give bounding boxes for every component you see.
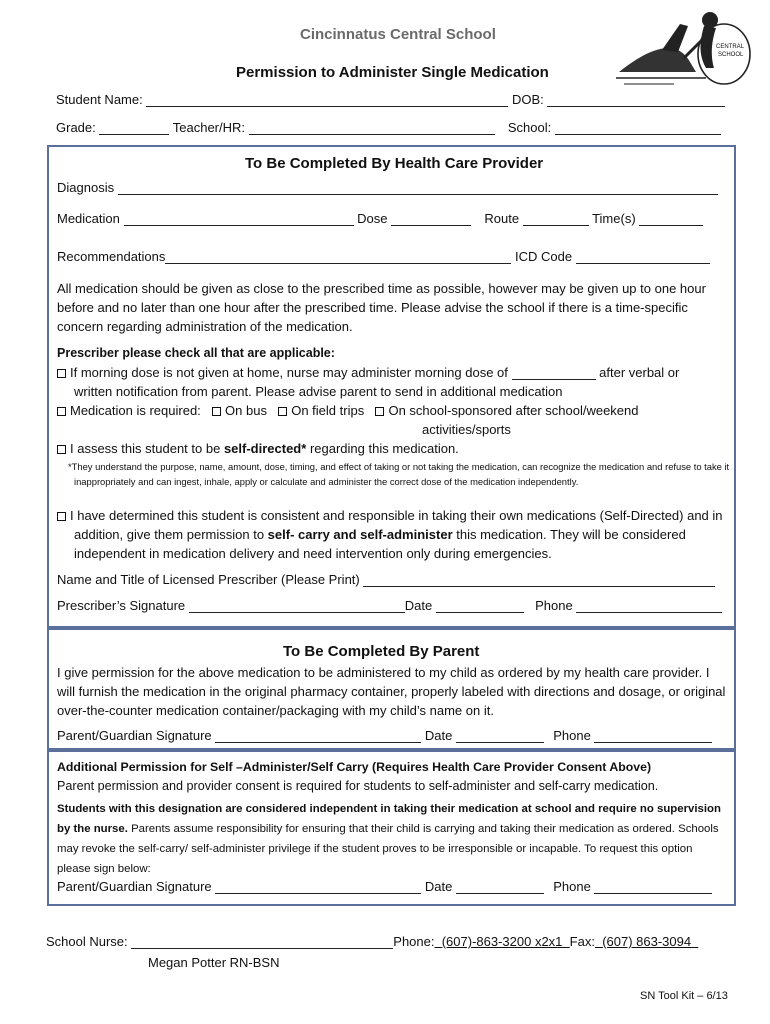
- required-checkbox[interactable]: [57, 407, 66, 416]
- self-carry-date-field[interactable]: [456, 881, 544, 894]
- recommendations-label: Recommendations: [57, 249, 166, 264]
- medication-label: Medication: [57, 211, 120, 226]
- parent-signature-label: Parent/Guardian Signature: [57, 728, 212, 743]
- prescriber-signature-field[interactable]: [189, 600, 405, 613]
- route-field[interactable]: [523, 213, 589, 226]
- self-carry-paragraph: [57, 799, 729, 879]
- nurse-phone-label: Phone:: [393, 934, 435, 949]
- self-carry-date-label: Date: [424, 879, 453, 894]
- prescriber-date-label: Date: [404, 598, 433, 613]
- morning-checkbox[interactable]: [57, 369, 66, 378]
- morning-dose-field[interactable]: [512, 367, 596, 380]
- provider-heading: To Be Completed By Health Care Provider: [245, 155, 544, 172]
- morning-text-c: written notification from parent. Please advise parent to send in additional medication: [74, 384, 563, 399]
- nurse-fax-label: Fax:: [569, 934, 595, 949]
- icd-field[interactable]: [576, 251, 710, 264]
- self-directed-checkbox[interactable]: [57, 445, 66, 454]
- school-sponsored-label-2: activities/sports: [422, 422, 511, 437]
- nurse-fax-value: (607) 863-3094: [602, 934, 692, 949]
- prescriber-name-label: Name and Title of Licensed Prescriber (Please Print): [57, 572, 360, 587]
- diagnosis-label: Diagnosis: [57, 180, 115, 195]
- school-nurse-field[interactable]: [131, 936, 393, 949]
- school-sponsored-checkbox[interactable]: [375, 407, 384, 416]
- nurse-phone-value: (607)-863-3200 x2x1: [441, 934, 563, 949]
- recommendations-field[interactable]: [165, 251, 511, 264]
- grade-label: Grade:: [56, 120, 96, 135]
- self-directed-text-b: regarding this medication.: [309, 441, 459, 456]
- required-text: Medication is required:: [70, 403, 201, 418]
- self-directed-note: *They understand the purpose, name, amount, dose, timing, and effect of taking or not taking the medication, can recognize the medication and refuse to take it inappropriately and can ingest, inhale, apply or calculate and administer the correct dose of the medication independently.: [68, 461, 730, 487]
- dob-label: DOB:: [511, 92, 544, 107]
- self-carry-signature-row: [57, 879, 712, 894]
- self-carry-bold: self- carry and self-administer: [267, 527, 453, 542]
- field-trips-checkbox[interactable]: [278, 407, 287, 416]
- logo-text-bottom: SCHOOL: [718, 52, 744, 58]
- student-name-field[interactable]: [146, 94, 508, 107]
- prescriber-phone-label: Phone: [535, 598, 573, 613]
- parent-signature-field[interactable]: [215, 730, 421, 743]
- medication-field[interactable]: [124, 213, 354, 226]
- self-directed-bold: self-directed*: [223, 441, 307, 456]
- dose-label: Dose: [357, 211, 388, 226]
- school-field[interactable]: [555, 122, 721, 135]
- parent-paragraph: I give permission for the above medication to be administered to my child as ordered by my health care provider. I will furnish the medication in the original pharmacy container, properly labeled with directions and dosage, or original over-the-counter medication container/packaging with my child’s name on it.: [57, 665, 726, 718]
- bus-checkbox[interactable]: [212, 407, 221, 416]
- parent-heading: To Be Completed By Parent: [283, 643, 480, 660]
- self-carry-phone-field[interactable]: [594, 881, 712, 894]
- self-carry-signature-field[interactable]: [215, 881, 421, 894]
- prescriber-phone-field[interactable]: [576, 600, 722, 613]
- diagnosis-row: [57, 180, 718, 195]
- timing-paragraph: All medication should be given as close to the prescribed time as possible, however may be given up to one hour before and no later than one hour after the prescribed time. Please advise the school if there is a time-specific concern regarding administration of the medication.: [57, 281, 706, 334]
- icd-label: ICD Code: [515, 249, 573, 264]
- self-directed-text-a: I assess this student to be: [70, 441, 221, 456]
- parent-phone-field[interactable]: [594, 730, 712, 743]
- school-name: Cincinnatus Central School: [300, 26, 496, 43]
- option-required: [57, 403, 639, 418]
- self-carry-checkbox[interactable]: [57, 512, 66, 521]
- school-nurse-label: School Nurse:: [46, 934, 128, 949]
- recommendations-row: [57, 249, 710, 264]
- school-sponsored-label: On school-sponsored after school/weekend: [388, 403, 639, 418]
- prescriber-signature-row: [57, 598, 722, 613]
- teacher-field[interactable]: [249, 122, 495, 135]
- times-field[interactable]: [639, 213, 703, 226]
- self-carry-phone-label: Phone: [553, 879, 591, 894]
- self-carry-text-b: this medication. They will be considered independent in medication delivery and need intervention only during emergencies.: [74, 527, 686, 561]
- bus-label: On bus: [225, 403, 267, 418]
- parent-signature-row: [57, 728, 712, 743]
- self-carry-text-a: I have determined this student is consistent and responsible in taking their own medications (Self-Directed) and in addition, give them permission to: [70, 508, 723, 542]
- prescriber-signature-label: Prescriber’s Signature: [57, 598, 186, 613]
- route-label: Route: [484, 211, 520, 226]
- parent-date-field[interactable]: [456, 730, 544, 743]
- parent-date-label: Date: [424, 728, 453, 743]
- grade-field[interactable]: [99, 122, 169, 135]
- self-carry-bold-text: Students with this designation are considered independent in taking their medication at school and require no supervision by the nurse.: [57, 803, 721, 835]
- morning-text-b: after verbal or: [599, 365, 680, 380]
- parent-phone-label: Phone: [553, 728, 591, 743]
- nurse-name: Megan Potter RN-BSN: [148, 955, 280, 970]
- school-logo: [614, 6, 754, 90]
- option-self-carry: [57, 506, 737, 563]
- prescriber-date-field[interactable]: [436, 600, 524, 613]
- student-name-row: [56, 92, 725, 107]
- self-carry-consent: Parent permission and provider consent is required for students to self-administer and self-carry medication.: [57, 779, 659, 793]
- school-label: School:: [507, 120, 552, 135]
- self-carry-heading: Additional Permission for Self –Administer/Self Carry (Requires Health Care Provider Consent Above): [57, 760, 652, 774]
- option-morning: [57, 365, 679, 380]
- morning-text: If morning dose is not given at home, nurse may administer morning dose of: [70, 365, 508, 380]
- student-name-label: Student Name:: [56, 92, 143, 107]
- medication-row: [57, 211, 703, 226]
- self-carry-signature-label: Parent/Guardian Signature: [57, 879, 212, 894]
- self-carry-rest-text: Parents assume responsibility for ensuring that their child is carrying and taking their medication as ordered. Schools may revoke the self-carry/ self-administer privilege if the student proves to be irresponsible or incapable. To request this option please sign below:: [57, 823, 719, 875]
- tool-kit-label: SN Tool Kit – 6/13: [640, 990, 728, 1002]
- diagnosis-field[interactable]: [118, 182, 718, 195]
- check-heading: Prescriber please check all that are applicable:: [57, 346, 335, 360]
- form-title: Permission to Administer Single Medication: [236, 64, 549, 81]
- prescriber-name-field[interactable]: [363, 574, 715, 587]
- prescriber-name-row: [57, 572, 715, 587]
- field-trips-label: On field trips: [291, 403, 365, 418]
- option-self-directed: [57, 441, 459, 456]
- grade-row: [56, 120, 721, 135]
- school-nurse-row: [46, 934, 698, 949]
- times-label: Time(s): [592, 211, 636, 226]
- dob-field[interactable]: [547, 94, 725, 107]
- dose-field[interactable]: [391, 213, 471, 226]
- logo-text-top: CENTRAL: [716, 44, 745, 50]
- teacher-label: Teacher/HR:: [172, 120, 246, 135]
